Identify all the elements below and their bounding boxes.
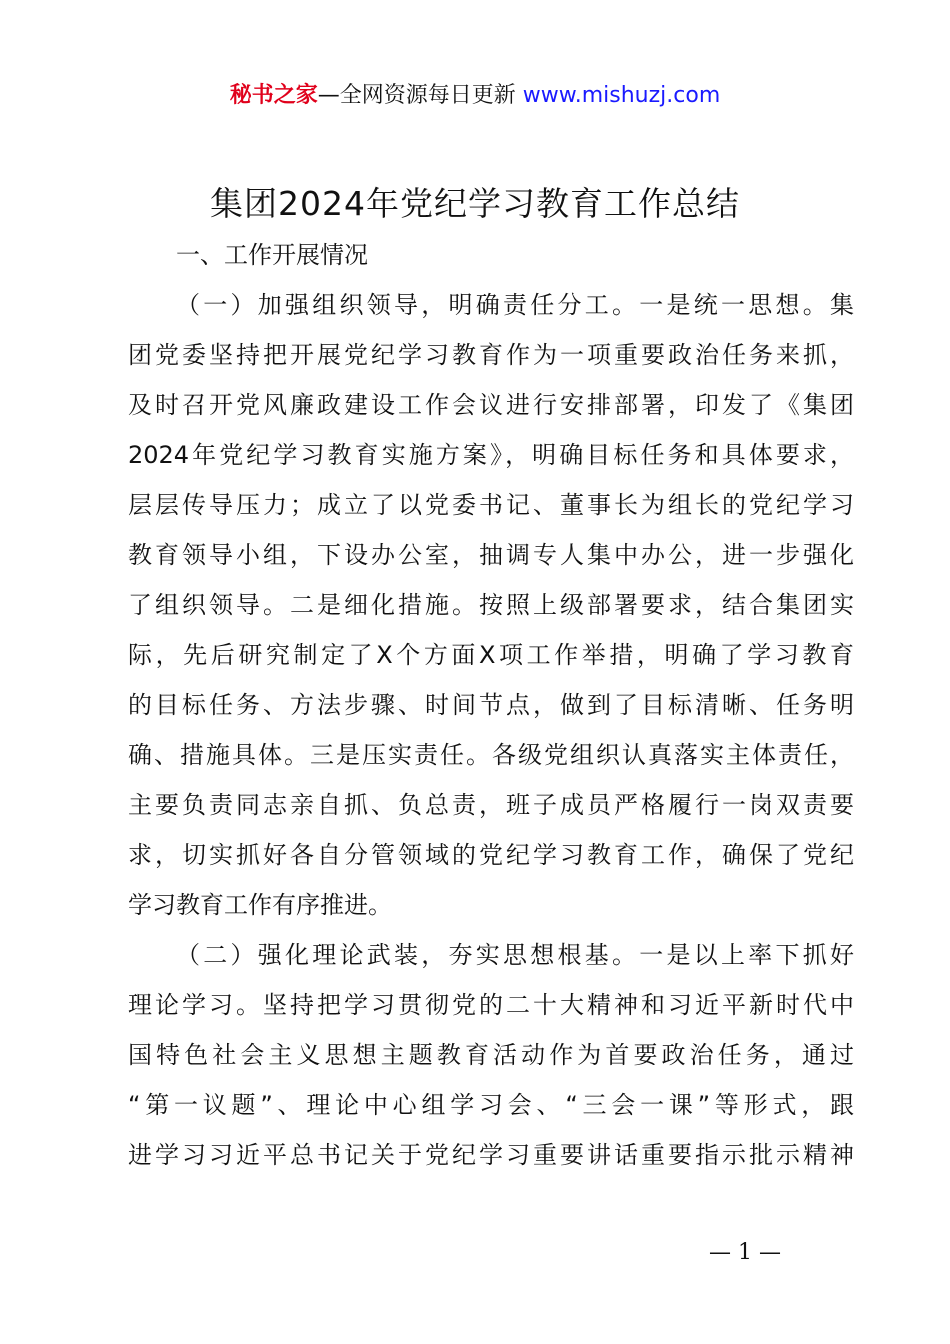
paragraph-line: 了组织领导。二是细化措施。按照上级部署要求，结合集团实 [128,591,854,619]
paragraph-line: 团党委坚持把开展党纪学习教育作为一项重要政治任务来抓， [128,341,854,369]
site-tagline: —全网资源每日更新 [317,83,516,108]
paragraph-line: 理论学习。坚持把学习贯彻党的二十大精神和习近平新时代中 [128,991,854,1019]
paragraph-2 [128,930,854,1180]
paragraph-line: 2024年党纪学习教育实施方案》，明确目标任务和具体要求， [128,441,854,469]
paragraph-line: 主要负责同志亲自抓、负总责，班子成员严格履行一岗双责要 [128,791,854,819]
paragraph-line: 进学习习近平总书记关于党纪学习重要讲话重要指示批示精神 [128,1141,854,1169]
paragraph-line: （一）加强组织领导，明确责任分工。一是统一思想。集 [176,291,854,319]
page-number: — 1 — [709,1240,781,1265]
paragraph-line: 的目标任务、方法步骤、时间节点，做到了目标清晰、任务明 [128,691,854,719]
paragraph-line: （二）强化理论武装，夯实思想根基。一是以上率下抓好 [176,941,854,969]
site-url-link[interactable]: www.mishuzj.com [522,83,721,108]
paragraph-line: 确、措施具体。三是压实责任。各级党组织认真落实主体责任， [128,741,854,769]
document-title: 集团2024年党纪学习教育工作总结 [210,184,740,223]
paragraph-line: “第一议题”、理论中心组学习会、“三会一课”等形式，跟 [128,1091,854,1119]
site-brand: 秘书之家 [229,83,318,108]
paragraph-line: 及时召开党风廉政建设工作会议进行安排部署，印发了《集团 [128,391,854,419]
paragraph-1 [128,280,854,930]
paragraph-line: 求，切实抓好各自分管领域的党纪学习教育工作，确保了党纪 [128,841,854,869]
paragraph-line: 际，先后研究制定了X个方面X项工作举措，明确了学习教育 [128,641,854,669]
paragraph-line: 教育领导小组，下设办公室，抽调专人集中办公，进一步强化 [128,541,854,569]
document-body [128,230,854,1180]
paragraph-line: 国特色社会主义思想主题教育活动作为首要政治任务，通过 [128,1041,854,1069]
paragraph-line: 学习教育工作有序推进。 [128,891,392,919]
site-header [0,80,950,112]
section-heading: 一、工作开展情况 [176,241,368,269]
paragraph-line: 层层传导压力；成立了以党委书记、董事长为组长的党纪学习 [128,491,854,519]
